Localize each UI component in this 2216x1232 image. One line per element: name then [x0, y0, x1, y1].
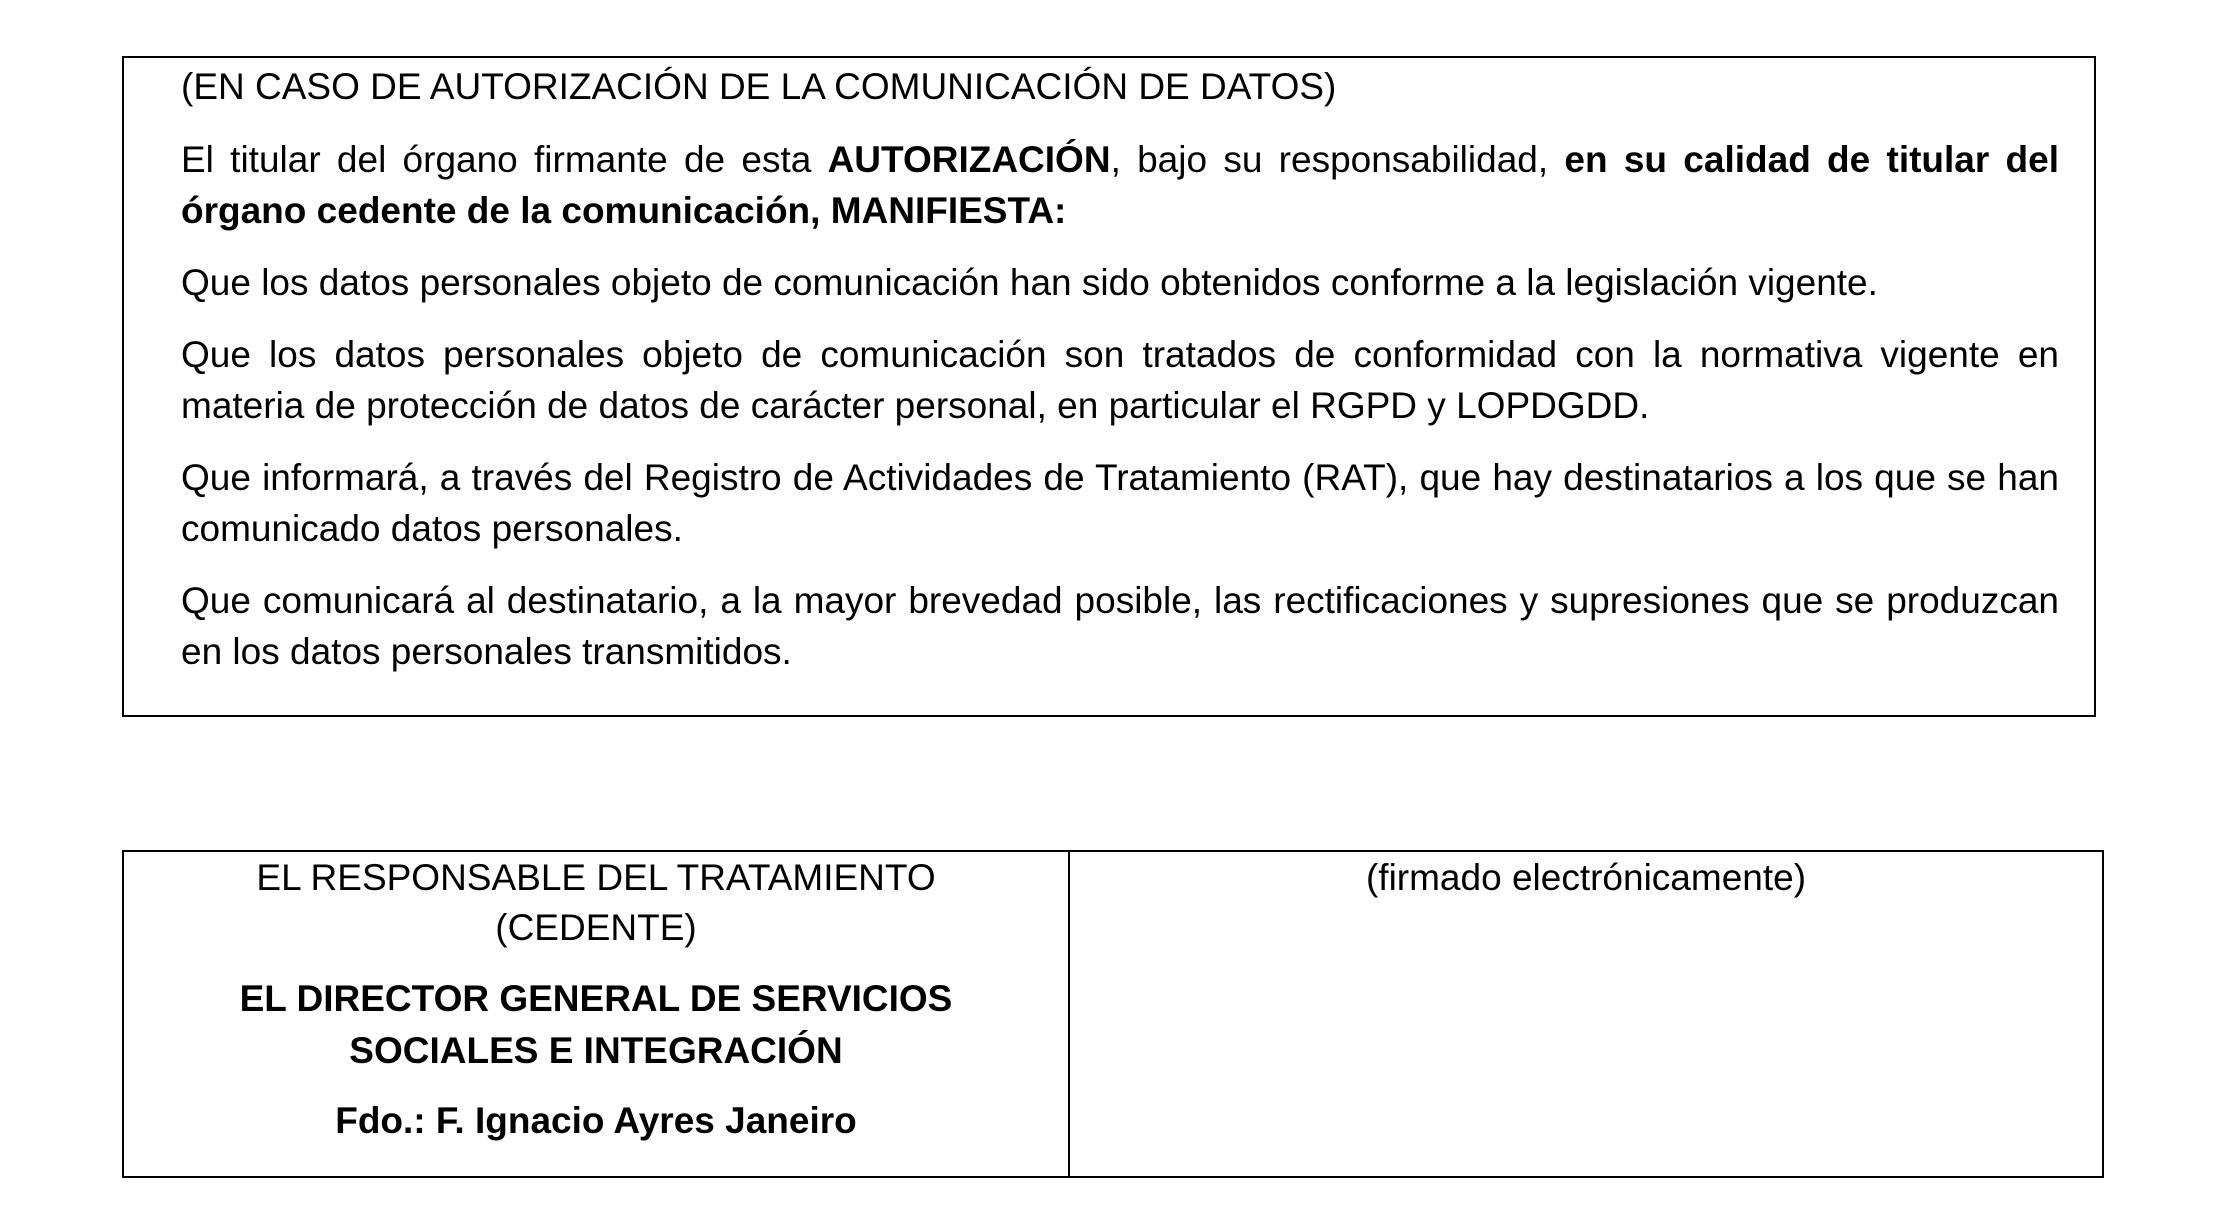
statement-paragraph: Que los datos personales objeto de comunicación son tratados de conformidad con la normativa vigente en materia de protección de datos de carácter personal, en particular el RGPD y LOPDGDD. — [181, 334, 2059, 426]
statement-paragraph: Que comunicará al destinatario, a la mayor brevedad posible, las rectificaciones y supresiones que se produzcan en los datos personales transmitidos. — [181, 580, 2059, 672]
authorization-content — [181, 58, 2059, 677]
signature-left-cell — [124, 852, 1070, 1176]
intro-paragraph — [181, 134, 2059, 236]
signature-table — [122, 850, 2104, 1178]
statement-paragraph: Que informará, a través del Registro de Actividades de Tratamiento (RAT), que hay destinatarios a los que se han comunicado datos personales. — [181, 457, 2059, 549]
authorization-box — [122, 56, 2096, 717]
electronic-signature-note: (firmado electrónicamente) — [1365, 857, 1807, 898]
intro-text-autorizacion: AUTORIZACIÓN — [827, 139, 1111, 180]
authorization-heading: (EN CASO DE AUTORIZACIÓN DE LA COMUNICACIÓN DE DATOS) — [181, 66, 1337, 107]
controller-role: EL RESPONSABLE DEL TRATAMIENTO (CEDENTE) — [256, 857, 936, 948]
statement-paragraph: Que los datos personales objeto de comunicación han sido obtenidos conforme a la legislación vigente. — [181, 262, 1878, 303]
intro-text-manifiesta: en su calidad de titular del órgano cedente de la comunicación, MANIFIESTA: — [181, 139, 2060, 231]
director-title: EL DIRECTOR GENERAL DE SERVICIOS SOCIALES E INTEGRACIÓN — [239, 978, 953, 1071]
intro-text-3: , bajo su responsabilidad, — [1110, 139, 1565, 180]
signatory-name: Fdo.: F. Ignacio Ayres Janeiro — [335, 1100, 857, 1141]
signature-right-cell — [1070, 852, 2102, 1176]
intro-text-1: El titular del órgano firmante de esta — [181, 139, 828, 180]
